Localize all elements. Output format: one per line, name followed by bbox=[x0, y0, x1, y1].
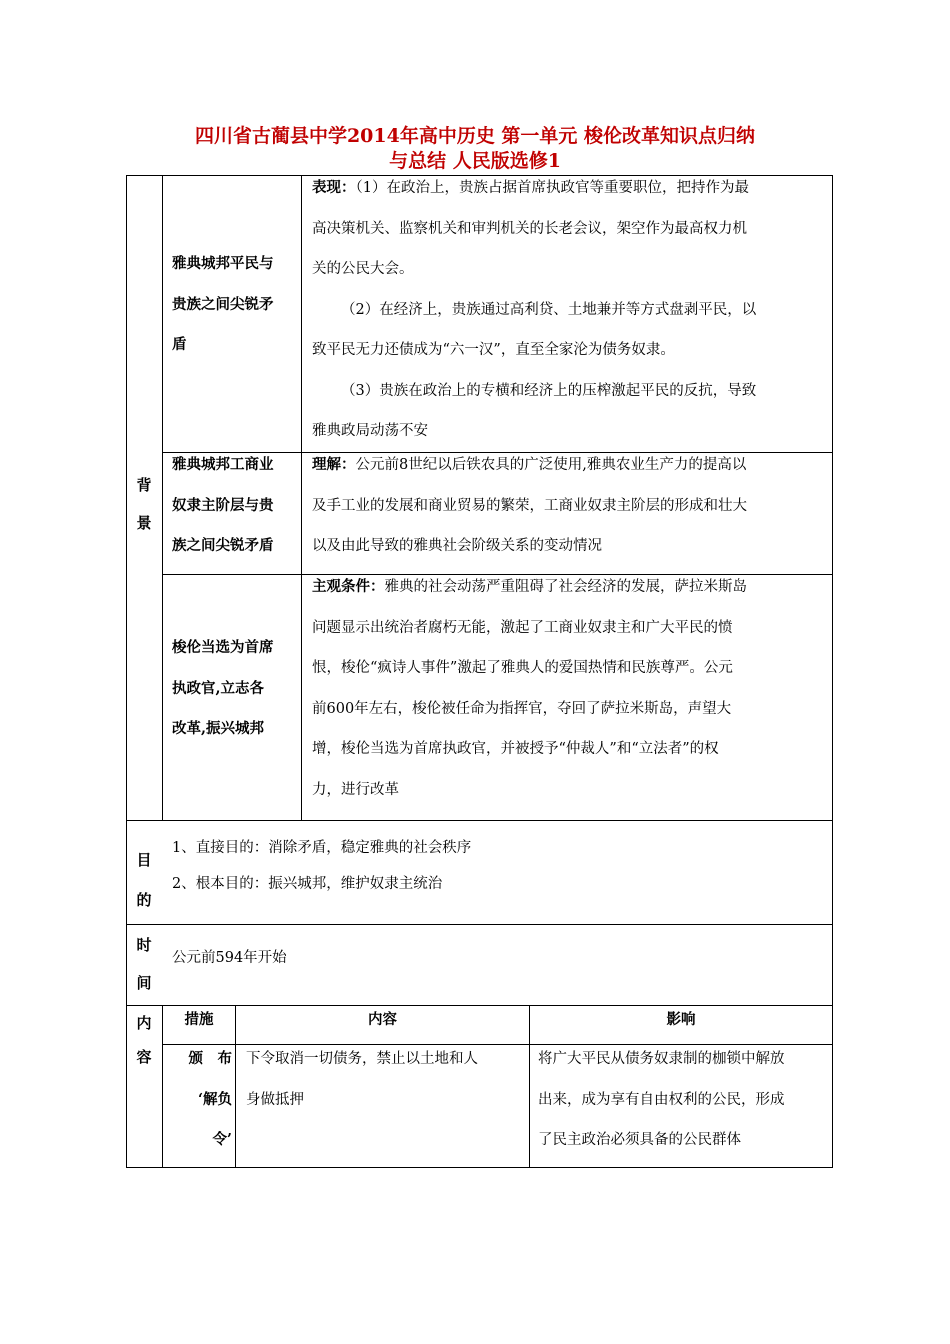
page-title-line2: 与总结 人民版选修1 bbox=[389, 150, 561, 172]
background-topic-2: 雅典城邦工商业 奴隶主阶层与贵 族之间尖锐矛盾 bbox=[172, 456, 274, 554]
purpose-text: 1、直接目的：消除矛盾，稳定雅典的社会秩序 2、根本目的：振兴城邦，维护奴隶主统治 bbox=[172, 840, 472, 892]
detail-lead: 主观条件： bbox=[312, 578, 385, 595]
background-detail-1: 表现：（1）在政治上，贵族占据首席执政官等重要职位，把持作为最 高决策机关、监察机关和审判机关的长老会议，架空作为最高权力机 关的公民大会。 （2）在经济上，贵族通过高利贷、土地兼并等方式盘剥平民，以 致平民无力还债成为“六一汉”，直至全家沦为债务奴隶。 （3）贵族在政治上的专横和经济上的压榨激起平民的反抗，导致 雅典政局动荡不安 bbox=[312, 179, 757, 439]
background-detail-3: 主观条件：雅典的社会动荡严重阻碍了社会经济的发展，萨拉米斯岛 问题显示出统治者腐朽无能，激起了工商业奴隶主和广大平民的愤 恨，梭伦“疯诗人事件”激起了雅典人的爱国热情和民族尊严。公元 前600年左右，梭伦被任命为指挥官，夺回了萨拉米斯岛，声望大 增，梭伦当选为首席执政官，并被授予“仲裁人”和“立法者”的权 力，进行改革 bbox=[312, 578, 747, 798]
background-detail-2: 理解：公元前8世纪以后铁农具的广泛使用,雅典农业生产力的提高以 及手工业的发展和商业贸易的繁荣，工商业奴隶主阶层的形成和壮大 以及由此导致的雅典社会阶级关系的变动情况 bbox=[312, 456, 747, 554]
content-header-impact: 影响 bbox=[666, 1011, 696, 1028]
content-impact-1: 将广大平民从债务奴隶制的枷锁中解放 出来，成为享有自由权利的公民，形成 了民主政治必须具备的公民群体 bbox=[538, 1051, 785, 1148]
content-header-content: 内容 bbox=[368, 1011, 397, 1028]
content-label: 内 容 bbox=[136, 1014, 152, 1066]
page-title-line1: 四川省古蔺县中学2014年高中历史 第一单元 梭伦改革知识点归纳 bbox=[194, 125, 756, 147]
background-topic-1: 雅典城邦平民与 贵族之间尖锐矛 盾 bbox=[172, 255, 274, 353]
time-label: 时 间 bbox=[136, 936, 152, 992]
content-text-1: 下令取消一切债务，禁止以土地和人 身做抵押 bbox=[246, 1051, 478, 1108]
background-label: 背 景 bbox=[136, 476, 152, 532]
purpose-label: 目 的 bbox=[136, 851, 152, 909]
time-text: 公元前594年开始 bbox=[172, 950, 287, 966]
content-measure-1: 颁 布 ‘解负 令’ bbox=[188, 1050, 232, 1148]
detail-lead: 表现： bbox=[312, 179, 356, 196]
content-header-measure: 措施 bbox=[184, 1011, 214, 1028]
detail-lead: 理解： bbox=[312, 456, 356, 473]
background-topic-3: 梭伦当选为首席 执政官,立志各 改革,振兴城邦 bbox=[172, 639, 274, 737]
